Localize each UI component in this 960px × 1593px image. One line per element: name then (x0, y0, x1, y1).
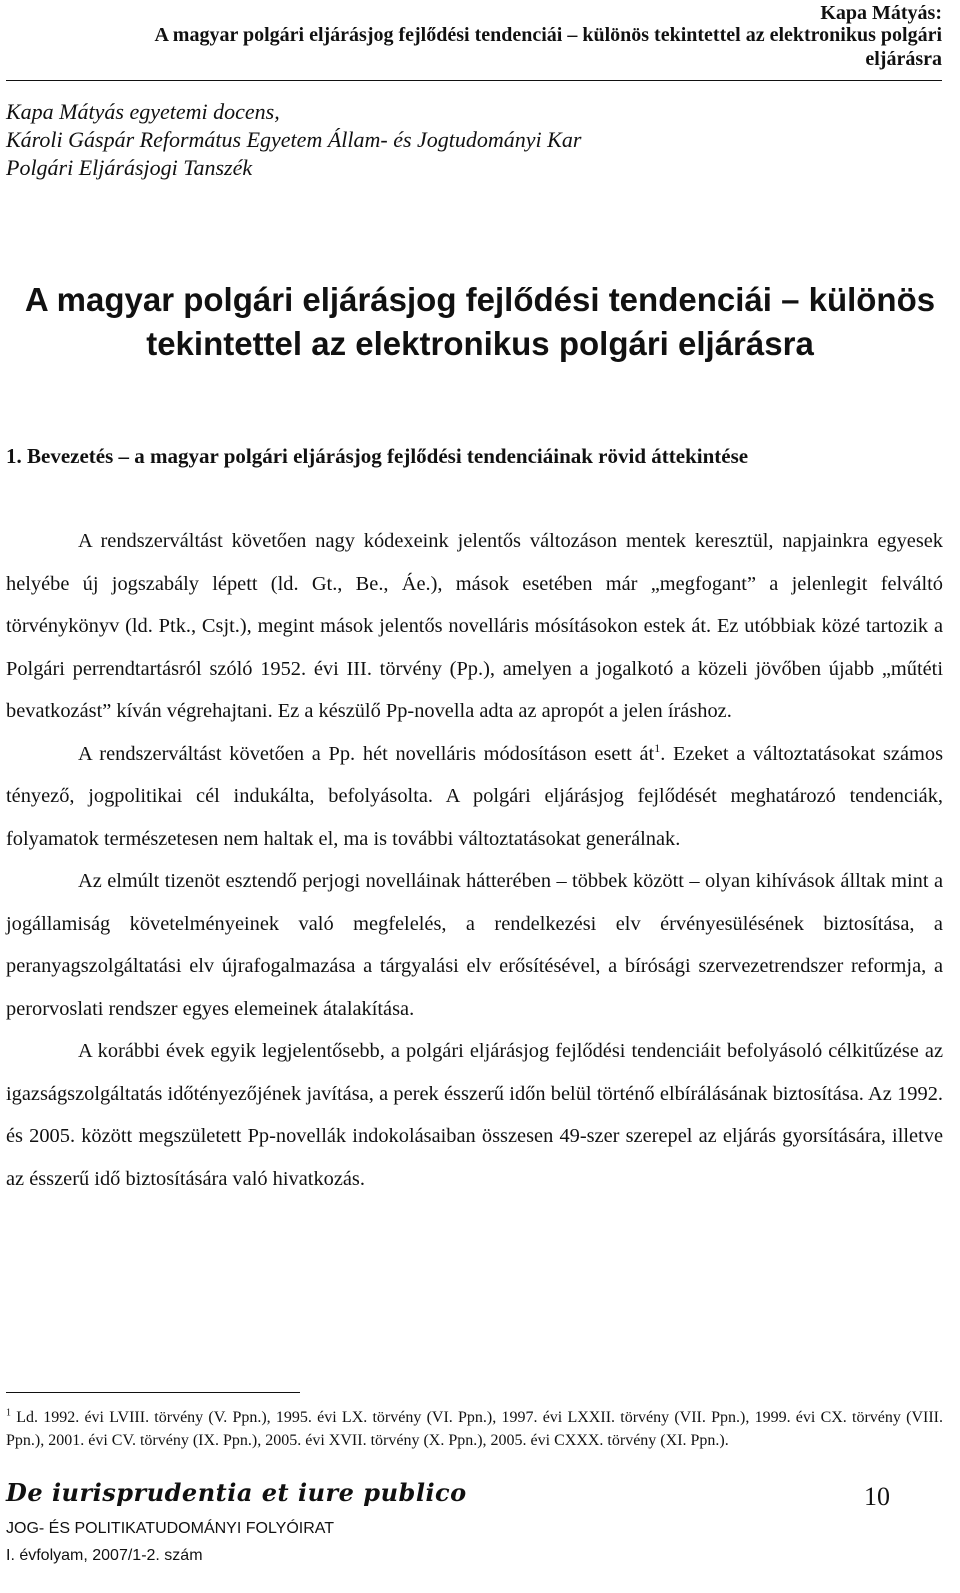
journal-issue: I. évfolyam, 2007/1-2. szám (6, 1547, 203, 1564)
body-text (6, 520, 943, 1200)
header-divider (6, 80, 942, 81)
affiliation-line: Kapa Mátyás egyetemi docens, (6, 99, 280, 124)
article-title (0, 278, 960, 366)
paragraph-3: Az elmúlt tizenöt esztendő perjogi novelláinak hátterében – többek között – olyan kihívások álltak mint a jogállamiság követelményeinek való megfelelés, a rendelkezési elv érvényesülésének biztosítása, a peranyagszolgáltatási elv újrafogalmazása a tárgyalási elv erősítésével, a bírósági szervezetrendszer reformja, a perorvoslati rendszer egyes elemeinek átalakítása. (6, 870, 943, 1020)
journal-subtitle: JOG- ÉS POLITIKATUDOMÁNYI FOLYÓIRAT (6, 1520, 335, 1537)
paragraph-4: A korábbi évek egyik legjelentősebb, a polgári eljárásjog fejlődési tendenciáit befolyásoló célkitűzése az igazságszolgáltatás időtényezőjének javítása, a perek ésszerű időn belül történő elbírálásának biztosítása. Az 1992. és 2005. között megszületett Pp-novellák indokolásaiban összesen 49-szer szerepel az eljárás gyorsítására, illetve az ésszerű idő biztosítására való hivatkozás. (6, 1040, 943, 1190)
footnote-divider (6, 1392, 300, 1393)
footnote-reference[interactable]: 1 (654, 740, 661, 755)
paragraph-1: A rendszerváltást követően nagy kódexeink jelentős változáson mentek keresztül, napjainkra egyesek helyébe új jogszabály lépett (ld. Gt., Be., Áe.), mások esetében már „megfogant” a jelenlegit felváltó törvénykönyv (ld. Ptk., Csjt.), megint mások jelentős novelláris mósításokon estek át. Ez utóbbiak közé tartozik a Polgári perrendtartásról szóló 1952. évi III. törvény (Pp.), amelyen a jogalkotó a közeli jövőben újabb „műtéti bevatkozást” kíván végrehajtani. Ez a készülő Pp-novella adta az apropót a jelen íráshoz. (6, 530, 943, 722)
paragraph-2 (6, 733, 943, 861)
section-heading: 1. Bevezetés – a magyar polgári eljárásjog fejlődési tendenciáinak rövid áttekintése (6, 444, 749, 468)
header-author: Kapa Mátyás: (820, 2, 942, 24)
article-title-line1: A magyar polgári eljárásjog fejlődési tendenciái – különös (24, 281, 936, 318)
header-title-line1: A magyar polgári eljárásjog fejlődési tendenciái – különös tekintettel az elektronikus polgári (154, 24, 942, 46)
journal-name: De iurisprudentia et iure publico (6, 1478, 467, 1507)
author-affiliation (6, 98, 581, 182)
page-number: 10 (864, 1482, 890, 1511)
paragraph-2-text-cont: . Ezeket a változtatásokat számos tényező, jogpolitikai cél indukálta, befolyásolta. A polgári eljárásjog fejlődését meghatározó tendenciák, folyamatok természetesen nem haltak el, ma is további változtatásokat generálnak. (6, 742, 944, 850)
footnote-text: Ld. 1992. évi LVIII. törvény (V. Ppn.), 1995. évi LX. törvény (VI. Ppn.), 1997. évi LXXII. törvény (VII. Ppn.), 1999. évi CX. törvény (VIII. Ppn.), 2001. évi CV. törvény (IX. Ppn.), 2005. évi XVII. törvény (X. Ppn.), 2005. évi CXXX. törvény (XI. Ppn.). (6, 1409, 943, 1449)
paragraph-2-text: A rendszerváltást követően a Pp. hét novelláris módosításon esett át (78, 742, 655, 765)
footnote (6, 1406, 943, 1452)
footnote-mark: 1 (6, 1407, 11, 1419)
affiliation-line: Polgári Eljárásjogi Tanszék (6, 155, 253, 180)
header-title-line2: eljárásra (865, 48, 942, 70)
affiliation-line: Károli Gáspár Református Egyetem Állam- és Jogtudományi Kar (6, 127, 582, 152)
article-title-line2: tekintettel az elektronikus polgári eljárásra (146, 325, 814, 362)
